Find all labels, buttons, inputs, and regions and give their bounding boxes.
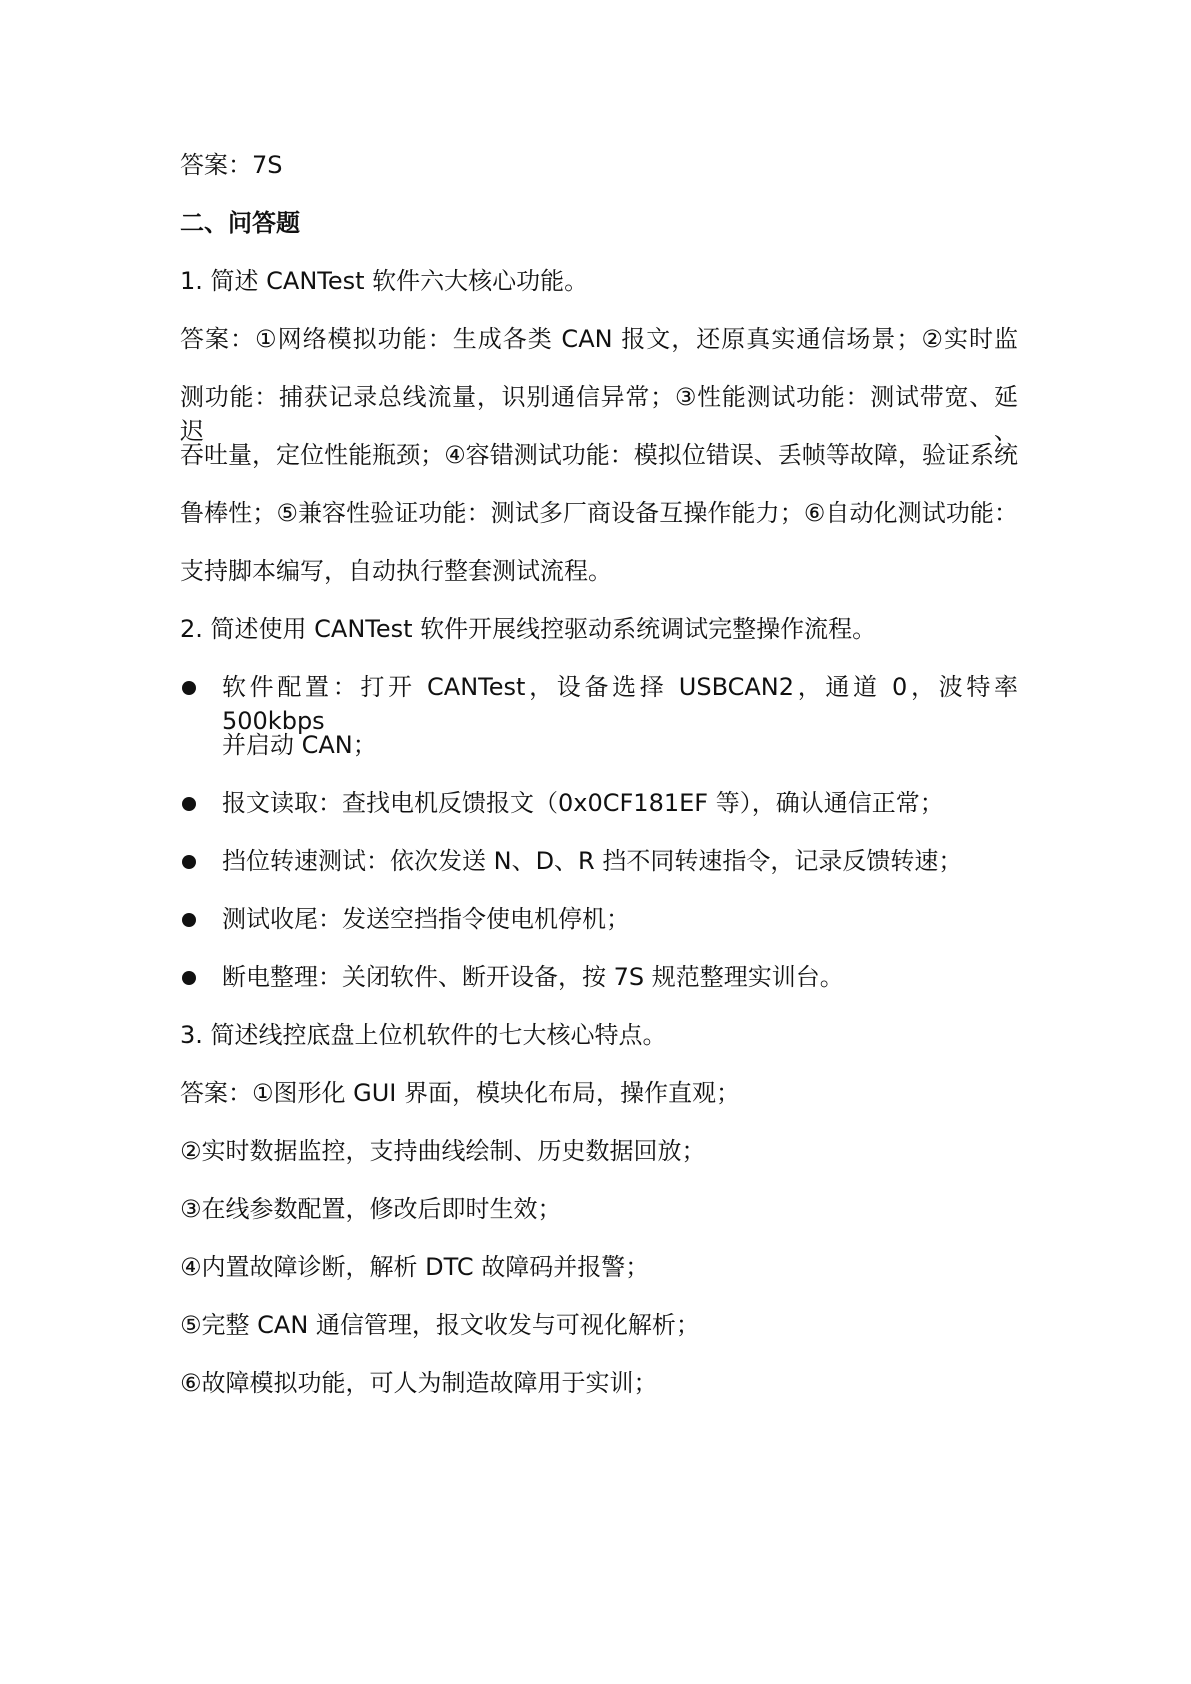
bullet-item-1-cont: 并启动 CAN； [222, 731, 377, 759]
bullet-dot [182, 971, 196, 985]
bullet-dot [182, 913, 196, 927]
answer-3-line-3: ③在线参数配置，修改后即时生效； [180, 1195, 562, 1223]
question-3: 3. 简述线控底盘上位机软件的七大核心特点。 [180, 1021, 667, 1049]
answer-3-line-5: ⑤完整 CAN 通信管理，报文收发与可视化解析； [180, 1311, 700, 1339]
bullet-dot [182, 855, 196, 869]
question-1: 1. 简述 CANTest 软件六大核心功能。 [180, 267, 589, 295]
question-2: 2. 简述使用 CANTest 软件开展线控驱动系统调试完整操作流程。 [180, 615, 877, 643]
answer-3-line-2: ②实时数据监控，支持曲线绘制、历史数据回放； [180, 1137, 706, 1165]
answer-line: 答案：7S [180, 151, 283, 179]
bullet-item-2: 报文读取：查找电机反馈报文（0x0CF181EF 等），确认通信正常； [222, 789, 944, 817]
bullet-item-4: 测试收尾：发送空挡指令使电机停机； [222, 905, 630, 933]
answer-1-line-3: 吞吐量，定位性能瓶颈；④容错测试功能：模拟位错误、丢帧等故障，验证系统 [180, 441, 1018, 469]
bullet-dot [182, 797, 196, 811]
answer-1-line-1: 答案：①网络模拟功能：生成各类 CAN 报文，还原真实通信场景；②实时监 [180, 325, 1018, 353]
answer-1-line-4: 鲁棒性；⑤兼容性验证功能：测试多厂商设备互操作能力；⑥自动化测试功能： [180, 499, 1018, 527]
answer-1-line-5: 支持脚本编写，自动执行整套测试流程。 [180, 557, 612, 585]
answer-3-line-1: 答案：①图形化 GUI 界面，模块化布局，操作直观； [180, 1079, 741, 1107]
answer-3-line-4: ④内置故障诊断，解析 DTC 故障码并报警； [180, 1253, 650, 1281]
section-heading: 二、问答题 [180, 209, 300, 237]
bullet-item-5: 断电整理：关闭软件、断开设备，按 7S 规范整理实训台。 [222, 963, 844, 991]
answer-1-line-2: 测功能：捕获记录总线流量，识别通信异常；③性能测试功能：测试带宽、延迟、 [180, 383, 1018, 445]
bullet-item-3: 挡位转速测试：依次发送 N、D、R 挡不同转速指令，记录反馈转速； [222, 847, 963, 875]
bullet-item-1: 软件配置：打开 CANTest，设备选择 USBCAN2，通道 0，波特率 500kbps [222, 673, 1018, 735]
bullet-dot [182, 681, 196, 695]
answer-3-line-6: ⑥故障模拟功能，可人为制造故障用于实训； [180, 1369, 658, 1397]
